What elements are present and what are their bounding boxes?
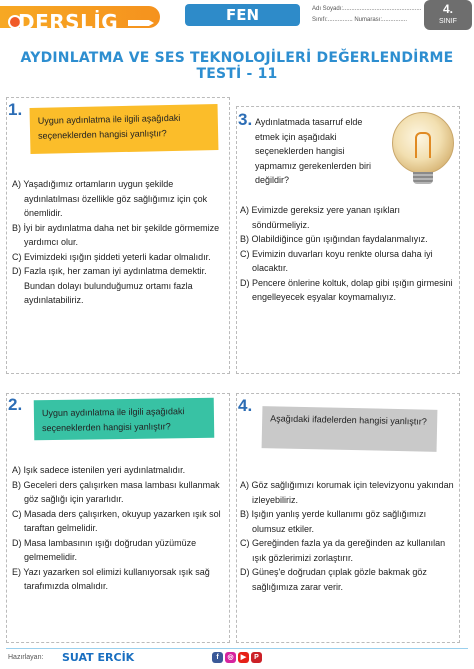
question-number: 3. [238, 110, 253, 129]
pinterest-icon[interactable]: P [251, 652, 262, 663]
footer-divider [6, 648, 468, 649]
option-a[interactable]: A) Yaşadığımız ortamların uygun şekilde aydınlatılması özellikle göz sağlığımız için çok önemlidir. [12, 179, 208, 218]
option-b[interactable]: B) Geceleri ders çalışırken masa lambası kullanmak göz sağlığı için yararlıdır. [12, 479, 220, 504]
option-d[interactable]: D) Güneş'e doğrudan çıplak gözle bakmak göz sağlığımıza zarar verir. [240, 567, 427, 592]
question-box: Uygun aydınlatma ile ilgili aşağıdaki seçeneklerden hangisi yanlıştır? [34, 398, 215, 441]
option-d[interactable]: D) Pencere önlerine koltuk, dolap gibi ışığın girmesini engelleyecek eşyalar koymamalıyız. [240, 277, 453, 302]
question-box: Aşağıdaki ifadelerden hangisi yanlıştır? [262, 406, 438, 452]
option-c[interactable]: C) Masada ders çalışırken, okuyup yazarken ışık sol taraftan gelmelidir. [12, 508, 221, 533]
instagram-icon[interactable]: ◎ [225, 652, 236, 663]
facebook-icon[interactable]: f [212, 652, 223, 663]
grade-label: SINIF [439, 18, 457, 25]
option-e[interactable]: E) Yazı yazarken sol elimizi kullanıyorsak ışık sağ tarafımızda olmalıdır. [12, 566, 210, 591]
option-d[interactable]: D) Fazla ışık, her zaman iyi aydınlatma demektir. Bundan dolayı bulunduğumuz ortamı fazla aydınlatabiliriz. [12, 266, 207, 305]
option-list [240, 478, 456, 594]
grade-number: 4. [442, 2, 453, 16]
prepared-by-label: Hazırlayan: [8, 654, 44, 661]
option-a[interactable]: A) Evimizde gereksiz yere yanan ışıkları söndürmeliyiz. [240, 205, 401, 230]
option-b[interactable]: B) Olabildiğince gün ışığından faydalanmalıyız. [240, 234, 428, 244]
option-c[interactable]: C) Evimizdeki ışığın şiddeti yeterli kadar olmalıdır. [12, 251, 211, 262]
question-number: 1. [8, 100, 23, 119]
bulb-base [413, 172, 433, 184]
youtube-icon[interactable]: ▶ [238, 652, 249, 663]
test-title: AYDINLATMA VE SES TEKNOLOJİLERİ DEĞERLENDİRME TESTİ - 11 [20, 50, 454, 82]
name-field-label: Adı Soyadı:............................................... [312, 6, 422, 12]
brand-logo: DERSLİG [18, 10, 119, 34]
question-number: 2. [8, 395, 23, 414]
option-c[interactable]: C) Gereğinden fazla ya da gereğinden az kullanılan ışık gözlerimizi zorlaştırır. [240, 538, 446, 563]
option-b[interactable]: B) Işığın yanlış yerde kullanımı göz sağlığımızı olumsuz etkiler. [240, 509, 427, 534]
light-bulb-icon [387, 106, 461, 188]
author-name: SUAT ERCİK [62, 651, 135, 664]
option-d[interactable]: D) Masa lambasının ışığı doğrudan yüzümüze gelmemelidir. [12, 537, 197, 562]
subject-title: FEN BİLİMLERİ [185, 4, 300, 26]
option-list [240, 203, 456, 305]
option-b[interactable]: B) İyi bir aydınlatma daha net bir şekilde görmemize yardımcı olur. [12, 222, 220, 247]
option-a[interactable]: A) Göz sağlığımızı korumak için televizyonu yakından izleyebiliriz. [240, 480, 454, 505]
option-list [12, 463, 224, 594]
option-a[interactable]: A) Işık sadece istenilen yeri aydınlatmalıdır. [12, 465, 186, 475]
social-links [212, 652, 262, 663]
page-footer [0, 648, 474, 669]
bulb-filament [415, 132, 431, 158]
logo-banner [0, 6, 160, 34]
option-c[interactable]: C) Evimizin duvarları koyu renkte olursa daha iyi olacaktır. [240, 248, 433, 273]
pencil-icon [128, 20, 154, 26]
option-list [12, 177, 224, 308]
class-field-label: Sınıfı:............... Numarası:............... [312, 17, 408, 23]
student-info [312, 4, 421, 26]
page-header [0, 0, 474, 46]
question-box: Uygun aydınlatma ile ilgili aşağıdaki seçeneklerden hangisi yanlıştır? [30, 104, 219, 154]
question-number: 4. [238, 396, 253, 415]
question-text: Aydınlatmada tasarruf elde etmek için aşağıdaki seçeneklerden hangisi yapmamız gerekenlerden biri değildir? [255, 117, 372, 185]
grade-badge [424, 0, 472, 30]
